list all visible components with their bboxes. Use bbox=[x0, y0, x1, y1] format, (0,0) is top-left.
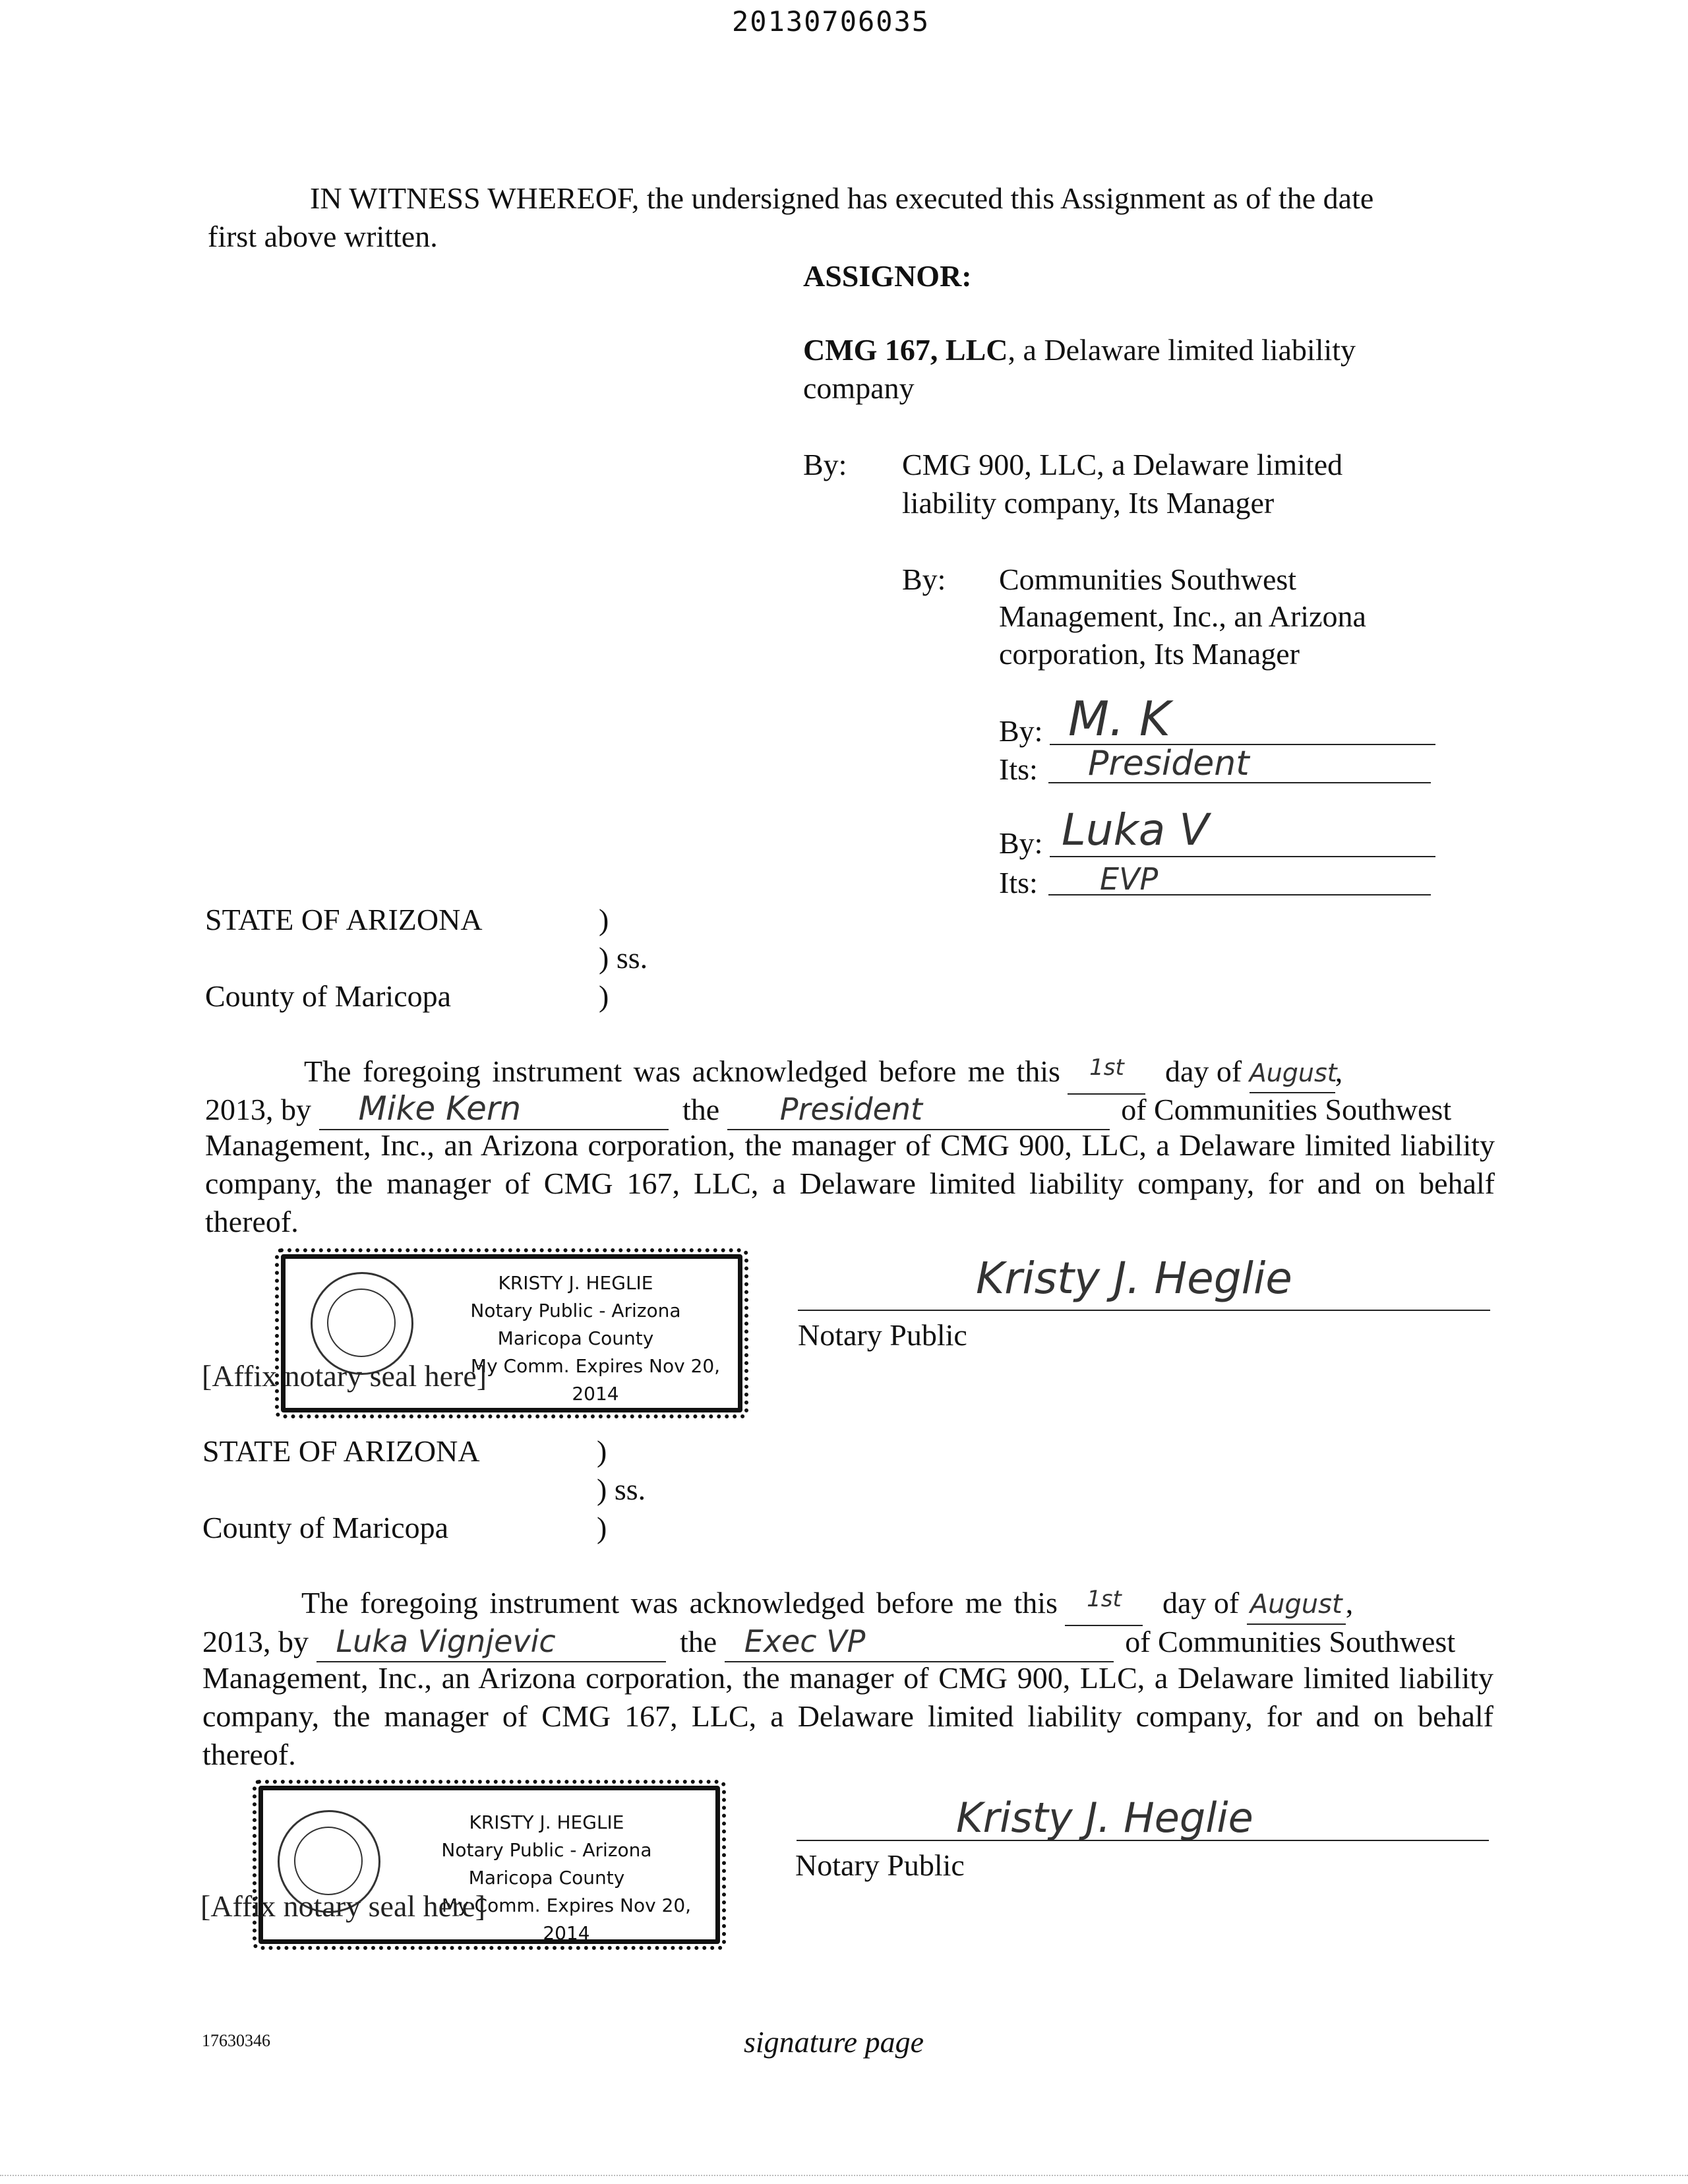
by1-line-1: CMG 900, LLC, a Delaware limited bbox=[902, 448, 1343, 481]
n1-notary-line bbox=[798, 1310, 1490, 1311]
sig1-by-label: By: bbox=[999, 714, 1043, 748]
by1-label: By: bbox=[803, 448, 847, 481]
n1-year-by: 2013, by bbox=[205, 1093, 311, 1126]
by2-line-1: Communities Southwest bbox=[999, 562, 1297, 596]
n2-ack-line: The foregoing instrument was acknowledged before me this $^{1st}$ day of August , bbox=[202, 1584, 1493, 1626]
n1-ss: ) ss. bbox=[599, 941, 648, 975]
n2-ss: ) ss. bbox=[597, 1472, 646, 1506]
n1-paren-3: ) bbox=[599, 979, 609, 1013]
n2-body: Management, Inc., an Arizona corporation, the manager of CMG 900, LLC, a Delaware limited liability company, the manager of CMG 167, LLC, a Delaware limited liability company, for and on behalf thereof. bbox=[202, 1661, 1493, 1771]
n2-by-line bbox=[202, 1622, 1455, 1662]
footer-doc-id: 17630346 bbox=[202, 2031, 270, 2050]
n2-title-value: Exec VP bbox=[744, 1623, 866, 1659]
n1-day-value: 1st bbox=[1089, 1054, 1124, 1081]
scan-edge bbox=[0, 2175, 1688, 2176]
n2-affix: [Affix notary seal here] bbox=[200, 1889, 486, 1923]
document-number: 20130706035 bbox=[732, 5, 930, 38]
n2-name-value: Luka Vignjevic bbox=[336, 1623, 556, 1659]
n2-stamp-name: KRISTY J. HEGLIE bbox=[469, 1811, 624, 1833]
n1-ack-line: The foregoing instrument was acknowledged before me this $^{1st}$ day of August, bbox=[205, 1052, 1495, 1095]
n1-the: the bbox=[682, 1093, 720, 1126]
sig2-by-signature: Luka V bbox=[1062, 804, 1209, 855]
sig2-by-label: By: bbox=[999, 826, 1043, 860]
n2-notary-signature: Kristy J. Heglie bbox=[956, 1794, 1253, 1842]
n2-month-value: August bbox=[1250, 1589, 1342, 1620]
n1-stamp-name: KRISTY J. HEGLIE bbox=[498, 1272, 653, 1294]
n2-year-by: 2013, by bbox=[202, 1625, 309, 1658]
sig1-its-value: President bbox=[1088, 744, 1250, 783]
n2-day-value: 1st bbox=[1087, 1586, 1122, 1612]
n2-notary-label: Notary Public bbox=[795, 1848, 965, 1882]
sig1-by-signature: M. K bbox=[1068, 691, 1171, 746]
witness-line-2: first above written. bbox=[208, 220, 438, 253]
n1-title-value: President bbox=[779, 1091, 923, 1127]
n1-stamp-county: Maricopa County bbox=[497, 1327, 654, 1349]
n2-notary-line bbox=[797, 1840, 1489, 1841]
assignor-entity-name: CMG 167, LLC bbox=[803, 333, 1008, 367]
n1-stamp-expires: My Comm. Expires Nov 20, 2014 bbox=[470, 1355, 721, 1405]
sig2-its-value: EVP bbox=[1100, 861, 1159, 897]
n1-state: STATE OF ARIZONA bbox=[205, 903, 483, 936]
n1-ack-start: The foregoing instrument was acknowledged before me this bbox=[304, 1054, 1060, 1088]
footer-page-label: signature page bbox=[744, 2025, 924, 2059]
n1-body: Management, Inc., an Arizona corporation, the manager of CMG 900, LLC, a Delaware limited liability company, the manager of CMG 167, LLC, a Delaware limited liability company, for and on behalf thereof. bbox=[205, 1128, 1495, 1238]
assignor-entity bbox=[803, 331, 1356, 369]
n1-by-line bbox=[205, 1089, 1451, 1130]
n1-county: County of Maricopa bbox=[205, 979, 452, 1013]
sig2-its-label: Its: bbox=[999, 866, 1038, 899]
n1-day-of: day of bbox=[1164, 1054, 1242, 1088]
assignor-heading: ASSIGNOR: bbox=[803, 259, 972, 293]
n1-of-company: of Communities Southwest bbox=[1121, 1093, 1452, 1126]
witness-line-1: IN WITNESS WHEREOF, the undersigned has executed this Assignment as of the date bbox=[310, 181, 1374, 215]
by2-line-3: corporation, Its Manager bbox=[999, 637, 1300, 671]
assignor-entity-desc: , a Delaware limited liability bbox=[1008, 333, 1356, 367]
n1-notary-signature: Kristy J. Heglie bbox=[976, 1253, 1292, 1304]
n2-stamp-expires: My Comm. Expires Nov 20, 2014 bbox=[441, 1895, 692, 1944]
sig1-its-label: Its: bbox=[999, 752, 1038, 786]
sig2-by-line bbox=[1050, 856, 1435, 857]
by2-label: By: bbox=[902, 562, 946, 596]
by1-line-2: liability company, Its Manager bbox=[902, 486, 1275, 520]
n2-stamp-text bbox=[388, 1809, 705, 1947]
n2-state: STATE OF ARIZONA bbox=[202, 1434, 480, 1468]
n1-month-value: August bbox=[1249, 1058, 1337, 1087]
n2-ack-start: The foregoing instrument was acknowledged before me this bbox=[301, 1586, 1058, 1620]
n2-day-of: day of bbox=[1162, 1586, 1240, 1620]
n2-stamp-county: Maricopa County bbox=[468, 1867, 625, 1889]
n2-paren-1: ) bbox=[597, 1434, 607, 1468]
assignor-entity-line2: company bbox=[803, 371, 915, 405]
n2-stamp-title: Notary Public - Arizona bbox=[441, 1839, 652, 1861]
by2-line-2: Management, Inc., an Arizona bbox=[999, 599, 1366, 633]
n1-notary-label: Notary Public bbox=[798, 1318, 967, 1352]
n2-of-company: of Communities Southwest bbox=[1125, 1625, 1456, 1658]
n2-the: the bbox=[680, 1625, 717, 1658]
n1-affix: [Affix notary seal here] bbox=[202, 1359, 487, 1393]
n2-county: County of Maricopa bbox=[202, 1511, 449, 1544]
n2-paren-3: ) bbox=[597, 1511, 607, 1544]
n1-name-value: Mike Kern bbox=[358, 1089, 522, 1128]
n1-paren-1: ) bbox=[599, 903, 609, 936]
n1-stamp-title: Notary Public - Arizona bbox=[470, 1300, 681, 1321]
